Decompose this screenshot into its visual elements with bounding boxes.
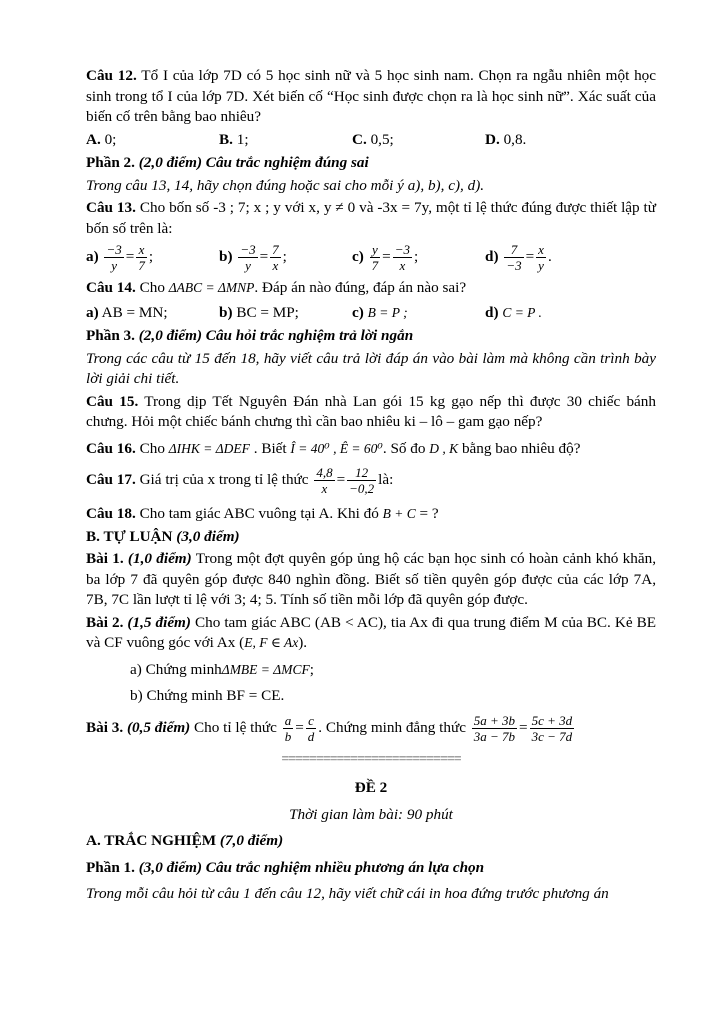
section-title: B. TỰ LUẬN — [86, 527, 173, 545]
question-12-options — [86, 130, 656, 151]
question-label: Câu 16. — [86, 439, 136, 457]
numerator: 7 — [272, 242, 279, 257]
option-key: b) — [219, 247, 233, 265]
option-value: AB = MN; — [101, 303, 168, 321]
exercise-label: Bài 3. — [86, 718, 124, 736]
question-text: = ? — [419, 505, 439, 522]
option-key: c) — [352, 303, 364, 321]
option-b: b) $\frac{-3}{y}$ = $\frac{7}{x}$ ; — [219, 242, 287, 273]
option-value: C = P . — [502, 304, 542, 320]
denominator: d — [307, 728, 315, 744]
exercise-text: Cho tam giác ABC (AB < AC), tia Ax đi qua trung điểm M của BC. Kẻ BE và CF vuông góc với Ax ( — [86, 613, 657, 651]
section-title: Phần 1. — [86, 858, 135, 876]
option-key: b) — [219, 303, 233, 321]
document-page — [86, 66, 656, 907]
exercise-score: (1,5 điểm) — [127, 613, 191, 631]
option-key: a) — [86, 247, 99, 265]
part-3-instruction: Trong các câu từ 15 đến 18, hãy viết câu trả lời đáp án vào bài làm mà không cần trình bày lời giải chi tiết. — [86, 349, 656, 387]
question-label: Câu 14. — [86, 279, 136, 296]
exercise-2-part-b: b) Chứng minh BF = CE. — [130, 687, 285, 704]
math-expression: ΔIHK = ΔDEF — [168, 440, 250, 456]
exercise-text: . Chứng minh đẳng thức — [318, 718, 466, 736]
option-key: C. — [352, 130, 367, 148]
part-1-instruction: Trong mỗi câu hỏi từ câu 1 đến câu 12, hãy viết chữ cái in hoa đứng trước phương án — [86, 885, 609, 902]
question-label: Câu 17. — [86, 471, 136, 489]
exam-title: ĐỀ 2 — [354, 779, 388, 796]
question-17: Câu 17. Giá trị của x trong tỉ lệ thức $\frac{4,8}{x}$ = $\frac{12}{-0,2}$ là: — [86, 465, 394, 496]
question-text: bằng bao nhiêu độ? — [461, 439, 581, 457]
numerator: y — [370, 242, 381, 258]
section-subtitle: (7,0 điểm) — [219, 832, 284, 849]
option-value: 1; — [236, 130, 249, 148]
exercise-2-part-a — [86, 660, 656, 681]
fraction — [136, 242, 147, 273]
denominator: −0,2 — [349, 481, 375, 496]
denominator: 7 — [371, 258, 379, 273]
option-c: c) $\frac{y}{7}$ = $\frac{-3}{x}$ ; — [352, 242, 419, 273]
denominator: x — [399, 258, 406, 273]
question-16 — [86, 439, 656, 460]
denominator: x — [272, 258, 279, 273]
question-text: . Số đo — [382, 439, 426, 457]
question-text: Trong dịp Tết Nguyên Đán nhà Lan gói 15 kg gạo nếp thì được 30 chiếc bánh chưng. Hỏi một chiếc bánh chưng thì cần bao nhiêu ki – lô – gam gạo nếp? — [86, 392, 656, 430]
denominator: x — [321, 481, 328, 496]
option-end: ; — [282, 247, 287, 265]
section-title: Phần 2. — [86, 154, 135, 171]
exercise-label: Bài 2. — [86, 613, 124, 631]
option-value: B = P ; — [367, 304, 408, 320]
question-label: Câu 12. — [86, 67, 137, 84]
fraction — [104, 242, 123, 273]
denominator: 3c − 7d — [531, 728, 573, 744]
denominator: 7 — [138, 258, 145, 273]
option-value: 0,8. — [503, 130, 527, 148]
denominator: b — [284, 728, 292, 744]
numerator: 5c + 3d — [531, 712, 573, 728]
question-text: Cho tam giác ABC vuông tại A. Khi đó — [139, 505, 379, 522]
numerator: 4,8 — [316, 465, 333, 480]
fraction — [370, 242, 381, 273]
numerator: −3 — [106, 242, 122, 257]
option-end: . — [547, 247, 552, 265]
option-key: D. — [485, 130, 500, 148]
option-end: ; — [413, 247, 419, 265]
exercise-label: Bài 1. — [86, 550, 124, 567]
exercise-2 — [86, 613, 656, 654]
exercise-3: Bài 3. (0,5 điểm) Cho tỉ lệ thức $\frac{a}{b}$ = $\frac{c}{d}$ . Chứng minh đẳng thức $\frac{5a + 3b}{3a - 7b}$ = $\frac{5c + 3d}{3c - 7d}$ — [86, 712, 573, 744]
question-12 — [86, 66, 656, 128]
question-label: Câu 15. — [86, 392, 139, 410]
exercise-text: Cho tỉ lệ thức — [194, 718, 277, 736]
section-subtitle: (3,0 điểm) Câu trắc nghiệm nhiều phương án lựa chọn — [138, 858, 485, 876]
math-expression: D , K — [429, 440, 459, 456]
numerator: x — [538, 242, 544, 257]
numerator: 12 — [347, 465, 376, 481]
fraction — [504, 242, 523, 273]
fraction — [314, 465, 334, 496]
option-key: d) — [485, 247, 499, 265]
option-value: BC = MP; — [236, 303, 299, 321]
question-14 — [86, 278, 656, 299]
section-title: A. TRẮC NGHIỆM — [86, 832, 217, 849]
denominator: 3a − 7b — [473, 728, 516, 744]
math-expression: E, F ∈ Ax — [244, 635, 299, 650]
option-d: d) $\frac{7}{-3}$ = $\frac{x}{y}$ . — [485, 242, 552, 273]
question-text: . Biết — [253, 439, 287, 457]
exercise-text: ; — [309, 660, 314, 678]
numerator: −3 — [394, 242, 410, 257]
fraction — [270, 242, 281, 273]
question-18 — [86, 504, 656, 525]
question-label: Câu 18. — [86, 505, 136, 522]
option-key: a) — [86, 303, 99, 321]
question-13 — [86, 198, 656, 239]
fraction — [472, 713, 517, 744]
section-subtitle: (2,0 điểm) Câu hỏi trắc nghiệm trả lời ngắn — [138, 327, 414, 344]
option-key: A. — [86, 130, 101, 148]
question-text: . Đáp án nào đúng, đáp án nào sai? — [254, 279, 467, 296]
numerator: x — [136, 242, 147, 258]
option-end: ; — [148, 247, 154, 265]
question-text: Cho — [139, 439, 165, 457]
option-value: 0; — [104, 130, 117, 148]
fraction — [536, 242, 546, 273]
denominator: y — [111, 258, 117, 273]
exercise-score: (0,5 điểm) — [126, 718, 191, 736]
fraction — [393, 242, 412, 273]
option-key: d) — [485, 303, 499, 321]
section-subtitle: (2,0 điểm) Câu trắc nghiệm đúng sai — [138, 154, 369, 171]
denominator: −3 — [506, 258, 522, 273]
part-2-instruction: Trong câu 13, 14, hãy chọn đúng hoặc sai cho mỗi ý a), b), c), d). — [86, 176, 485, 194]
question-text: Cho — [139, 279, 165, 296]
fraction — [238, 242, 257, 273]
fraction — [347, 465, 376, 496]
numerator: −3 — [240, 242, 256, 257]
numerator: c — [306, 713, 317, 729]
question-text: Giá trị của x trong tỉ lệ thức — [139, 471, 309, 489]
part-b-heading — [86, 527, 656, 548]
exercise-text: a) Chứng minh — [130, 660, 222, 678]
math-expression: ΔABC = ΔMNP — [168, 280, 255, 295]
section-subtitle: (3,0 điểm) — [176, 527, 240, 545]
separator-line: ========================== — [281, 751, 461, 767]
denominator: y — [538, 258, 544, 273]
option-value: 0,5; — [370, 130, 394, 148]
question-text: là: — [378, 471, 394, 489]
part-1-heading — [86, 858, 656, 879]
section-title: Phần 3. — [86, 327, 135, 344]
exercise-text: Trong một đợt quyên góp ủng hộ các bạn học sinh có hoàn cảnh khó khăn, ba lớp 7 đã quyên góp được 840 nghìn đồng. Biết số tiền quyên góp được của các lớp 7A, 7B, 7C lần lượt tỉ lệ với 3; 4; 5. Tính số tiền mỗi lớp đã quyên góp được. — [86, 550, 656, 608]
part-3-heading — [86, 326, 656, 347]
math-expression: Î = 40⁰ , Ê = 60⁰ — [290, 440, 383, 456]
fraction — [306, 713, 317, 744]
question-13-options — [86, 242, 656, 273]
question-text: Cho bốn số -3 ; 7; x ; y với x, y ≠ 0 và -3x = 7y, một tỉ lệ thức đúng được thiết lập từ bốn số trên là: — [86, 199, 657, 237]
denominator: y — [245, 258, 251, 273]
numerator: a — [284, 712, 292, 728]
option-a: a) $\frac{-3}{y}$ = $\frac{x}{7}$ ; — [86, 242, 154, 273]
fraction — [283, 713, 294, 744]
math-expression: ΔMBE = ΔMCF — [221, 661, 310, 677]
question-label: Câu 13. — [86, 199, 136, 216]
math-expression: B + C — [382, 506, 416, 521]
exercise-score: (1,0 điểm) — [127, 550, 192, 567]
numerator: 5a + 3b — [473, 712, 516, 728]
exercise-text: ). — [298, 634, 308, 651]
option-key: B. — [219, 130, 233, 148]
numerator: 7 — [504, 242, 523, 258]
exam-time: Thời gian làm bài: 90 phút — [289, 805, 453, 823]
part-a-heading — [86, 831, 656, 852]
option-key: c) — [352, 247, 364, 265]
question-14-options — [86, 303, 656, 324]
question-text: Tổ I của lớp 7D có 5 học sinh nữ và 5 học sinh nam. Chọn ra ngẫu nhiên một học sinh trong tổ I của lớp 7D. Xét biến cố “Học sinh được chọn ra là học sinh nữ”. Xác suất của biến cố trên bằng bao nhiêu? — [86, 67, 656, 125]
exercise-1 — [86, 549, 656, 611]
question-15 — [86, 392, 656, 433]
part-2-heading — [86, 153, 656, 174]
fraction — [530, 713, 575, 744]
